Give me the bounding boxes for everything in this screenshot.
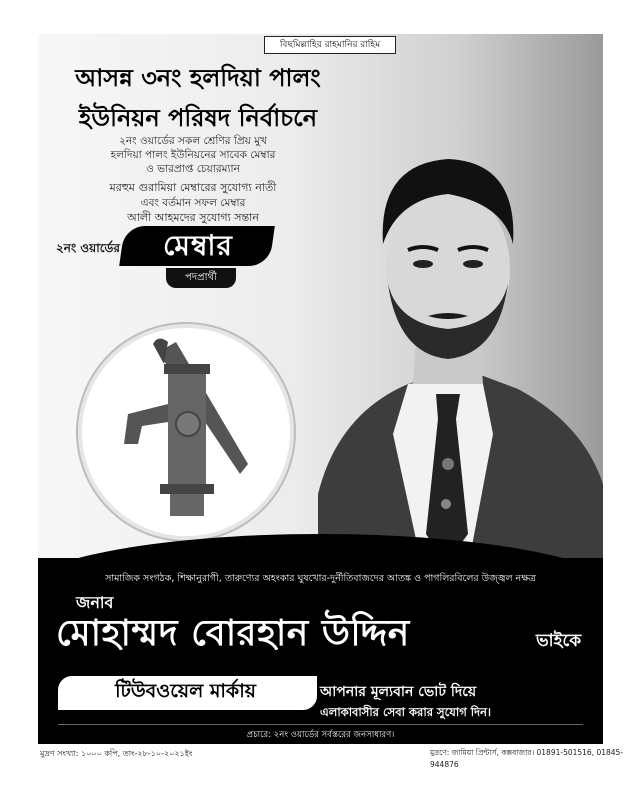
printer-info: মুদ্রণে: জামিয়া প্রিন্টার্স, কক্সবাজার। 01891-501516, 01845-944876 [430,748,624,769]
divider [58,724,583,725]
description-line-6: আলী আহমদের সুযোগ্য সন্তান [127,211,259,224]
headline-line-2: ইউনিয়ন পরিষদ নির্বাচনে [78,104,318,132]
headline-line-1: আসন্ন ৩নং হলদিয়া পালং [75,64,321,92]
symbol-label: টিউবওয়েল মার্কায় [115,680,256,702]
bismillah-banner: বিছমিল্লাহির রাহমানির রাহিম [264,36,396,54]
description-line-3: ও ভারপ্রাপ্ত চেয়ারম্যান [146,163,240,175]
name-suffix: ভাইকে [536,631,582,651]
print-count: মুদ্রণ সংখ্যা: ১০০০ কপি, তাং-২৮-১০-২০২১ইং [40,749,193,758]
description-line-5: এবং বর্তমান সফল মেম্বার [140,197,246,209]
candidate-name: মোহাম্মদ বোরহান উদ্দিন [56,613,410,654]
ward-label: ২নং ওয়ার্ডের [56,241,120,255]
election-poster [38,34,603,744]
tagline: সামাজিক সংগঠক, শিক্ষানুরাগী, তারুণ্যের অহংকার ঘুষখোর-দুর্নীতিবাজদের আতঙ্ক ও পাগলিরবিলের উজ্জ্বল নক্ষত্র [105,573,536,584]
appeal-line-2: এলাকাবাসীর সেবা করার সুযোগ দিন। [320,705,492,719]
member-label: মেম্বার [163,229,233,262]
tubewell-icon [98,334,268,524]
appeal-line-1: আপনার মূল্যবান ভোট দিয়ে [320,684,477,700]
honorific: জনাব [76,593,114,612]
description-line-1: ২নং ওয়ার্ডের সকল শ্রেণির প্রিয় মুখ [119,135,267,147]
campaign-credit: প্রচারে: ২নং ওয়ার্ডের সর্বস্তরের জনসাধারণ। [246,730,395,740]
candidate-label: পদপ্রার্থী [166,268,236,288]
description-line-4: মরহুম গুরামিয়া মেম্বারের সুযোগ্য নাতী [109,181,277,194]
description-line-2: হলদিয়া পালং ইউনিয়নের সাবেক মেম্বার [110,149,276,161]
